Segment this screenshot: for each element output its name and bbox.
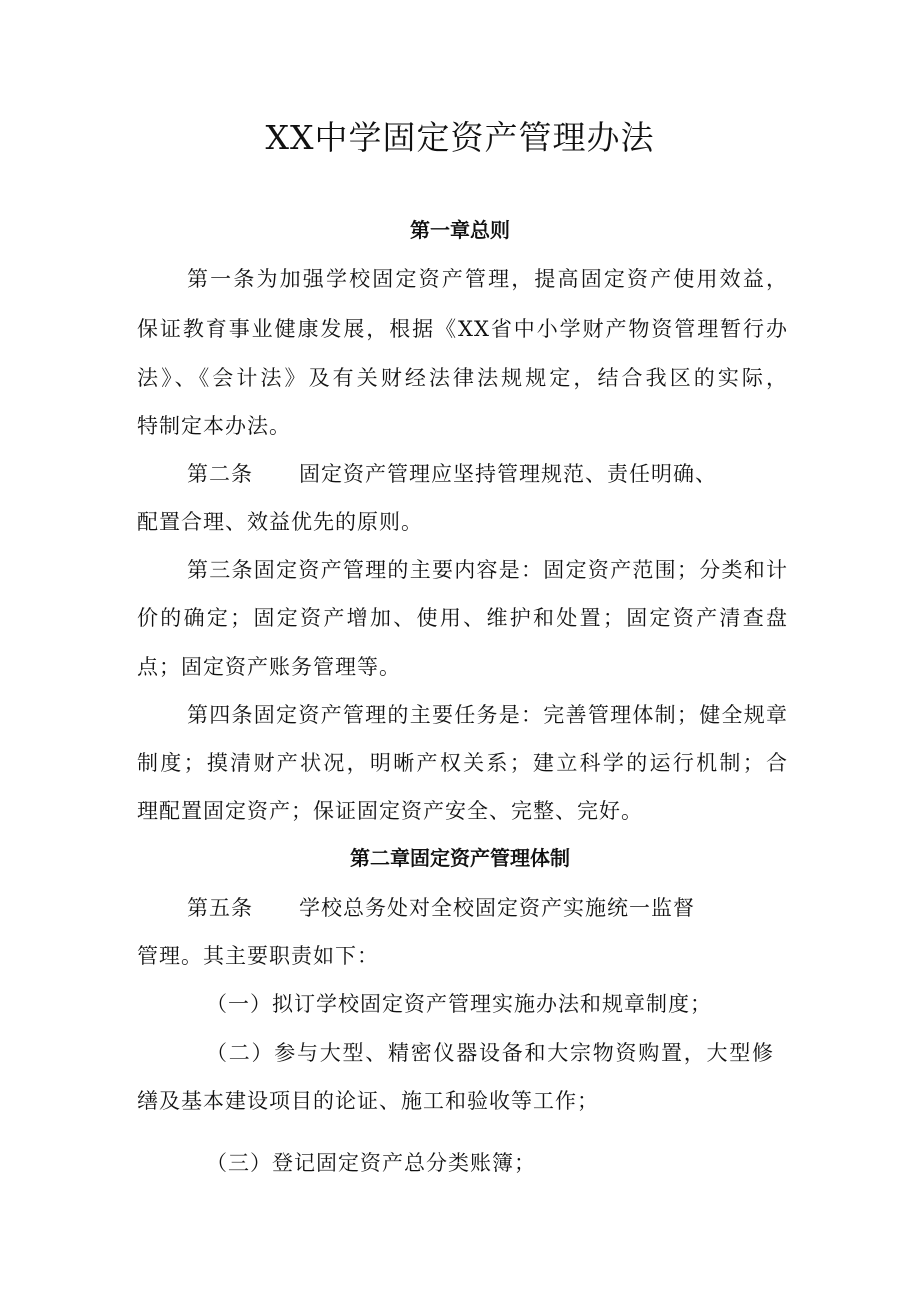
article-2-text: 固定资产管理应坚持管理规范、责任明确、: [299, 462, 717, 486]
article-4-line-1: 第四条固定资产管理的主要任务是：完善管理体制；健全规章: [187, 703, 788, 727]
article-2-label: 第二条: [187, 462, 253, 486]
article-2-line-2: 配置合理、效益优先的原则。: [137, 510, 423, 534]
article-3-line-2: 价的确定；固定资产增加、使用、维护和处置；固定资产清查盘: [137, 606, 788, 630]
article-5-label: 第五条: [187, 896, 253, 920]
article-1-line-2: 保证教育事业健康发展，根据《XX省中小学财产物资管理暂行办: [137, 317, 788, 341]
chapter-2-heading: 第二章固定资产管理体制: [350, 846, 570, 870]
article-4-line-3: 理配置固定资产；保证固定资产安全、完整、完好。: [137, 799, 643, 823]
chapter-1-heading: 第一章总则: [410, 218, 510, 242]
document-title: XX中学固定资产管理办法: [265, 118, 655, 157]
article-5-line-2: 管理。其主要职责如下：: [137, 944, 379, 968]
article-3-line-3: 点；固定资产账务管理等。: [137, 655, 401, 679]
article-1-line-4: 特制定本办法。: [137, 414, 291, 438]
article-5-text: 学校总务处对全校固定资产实施统一监督: [299, 896, 695, 920]
item-2-line-2: 缮及基本建设项目的论证、施工和验收等工作；: [137, 1089, 599, 1113]
item-1: （一）拟订学校固定资产管理实施办法和规章制度；: [206, 992, 712, 1016]
item-2-line-1: （二）参与大型、精密仪器设备和大宗物资购置，大型修: [206, 1041, 774, 1065]
article-3-line-1: 第三条固定资产管理的主要内容是：固定资产范围；分类和计: [187, 558, 788, 582]
item-3: （三）登记固定资产总分类账簿；: [206, 1151, 536, 1175]
article-4-line-2: 制度；摸清财产状况，明晰产权关系；建立科学的运行机制；合: [137, 751, 788, 775]
article-2-line-1: [187, 458, 717, 490]
article-1-line-1: 第一条为加强学校固定资产管理，提高固定资产使用效益，: [187, 267, 788, 291]
article-5-line-1: [187, 892, 695, 924]
article-1-line-3: 法》、《会计法》及有关财经法律法规规定，结合我区的实际，: [137, 366, 788, 390]
